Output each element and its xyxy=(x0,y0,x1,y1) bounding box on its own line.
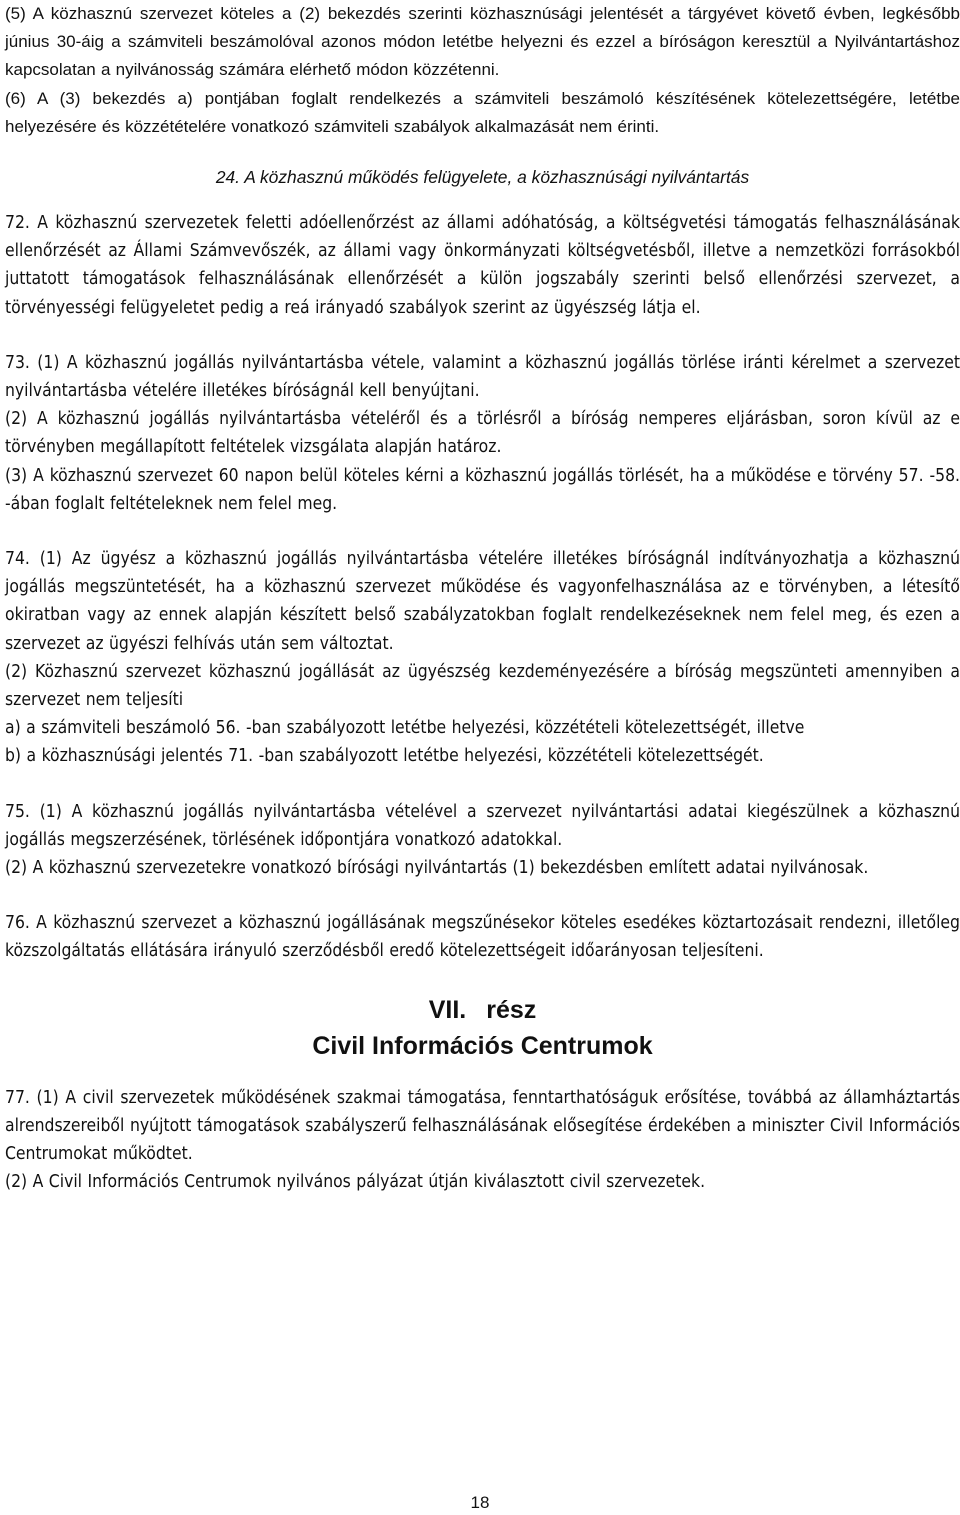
document-page xyxy=(5,0,960,1197)
paragraph-76: 76. A közhasznú szervezet a közhasznú jogállásának megszűnésekor köteles esedékes köztartozásait rendezni, illetőleg közszolgáltatás ellátására irányuló szerződésből eredő kötelezettségeit időarányosan teljesíteni. xyxy=(5,913,960,962)
part-label: VII. xyxy=(428,995,467,1024)
part-word: rész xyxy=(486,995,537,1024)
paragraph-75-2: (2) A közhasznú szervezetekre vonatkozó bírósági nyilvántartás (1) bekezdésben említett adatai nyilvánosak. xyxy=(5,858,869,879)
section-74 xyxy=(5,545,960,771)
paragraph-74-2a: a) a számviteli beszámoló 56. -ban szabályozott letétbe helyezési, közzétételi kötelezettségét, illetve xyxy=(5,718,805,739)
part-heading-block xyxy=(5,992,960,1064)
paragraph-75-1: 75. (1) A közhasznú jogállás nyilvántartásba vételével a szervezet nyilvántartási adatai kiegészülnek a közhasznú jogállás megszerzésének, törlésének időpontjára vonatkozó adatokkal. xyxy=(5,801,960,850)
paragraph-71-5: (5) A közhasznú szervezet köteles a (2) bekezdés szerinti közhasznúsági jelentését a tárgyévet követő évben, legkésőbb június 30-áig a számviteli beszámolóval azonos módon letétbe helyezni és ezzel a bíróságon keresztül a Nyilvántartáshoz kapcsolatan a nyilvánosság számára elérhető módon közzétenni. xyxy=(5,4,960,80)
section-gap xyxy=(5,771,960,798)
part-number-heading xyxy=(5,992,960,1028)
paragraph-73-1: 73. (1) A közhasznú jogállás nyilvántartásba vétele, valamint a közhasznú jogállás törlése iránti kérelmet a szervezet nyilvántartásba vételére illetékes bíróságnál kell benyújtani. xyxy=(5,352,960,402)
paragraph-71-6: (6) A (3) bekezdés a) pontjában foglalt rendelkezés a számviteli beszámoló készítésének kötelezettségére, letétbe helyezésére és közzétételére vonatkozó számviteli szabályok alkalmazását nem érinti. xyxy=(5,88,960,136)
section-72 xyxy=(5,209,960,322)
section-71-continuation xyxy=(5,0,960,141)
paragraph-72: 72. A közhasznú szervezetek feletti adóellenőrzést az állami adóhatóság, a költségvetési támogatás felhasználásának ellenőrzését az Állami Számvevőszék, az állami vagy önkormányzati költségvetésből, illetve a nemzetközi forrásokból juttatott támogatások felhasználásának ellenőrzését a külön jogszabály szerinti belső ellenőrzési szervezet, a törvényességi felügyeletet pedig a reá irányadó szabályok szerint az ügyészség látja el. xyxy=(5,213,960,318)
paragraph-73-2: (2) A közhasznú jogállás nyilvántartásba vételéről és a törlésről a bíróság nemperes eljárásban, soron kívül az e törvényben megállapított feltételek vizsgálata alapján határoz. xyxy=(5,409,960,458)
section-73 xyxy=(5,349,960,518)
section-76 xyxy=(5,909,960,965)
part-title: Civil Információs Centrumok xyxy=(312,1031,653,1060)
section-75 xyxy=(5,798,960,883)
section-gap xyxy=(5,322,960,349)
section-gap xyxy=(5,882,960,909)
paragraph-77-2: (2) A Civil Információs Centrumok nyilvános pályázat útján kiválasztott civil szervezetek. xyxy=(5,1172,706,1193)
section-gap xyxy=(5,518,960,545)
page-number: 18 xyxy=(470,1493,490,1512)
paragraph-77-1: 77. (1) A civil szervezetek működésének szakmai támogatása, fenntarthatóságuk erősítése, továbbá az államháztartás alrendszereiből nyújtott támogatások szabályszerű felhasználásának elősegítése érdekében a miniszter Civil Információs Centrumokat működtet. xyxy=(5,1087,960,1165)
paragraph-74-2b: b) a közhasznúsági jelentés 71. -ban szabályozott letétbe helyezési, közzétételi kötelezettségét. xyxy=(5,746,764,767)
chapter-heading-24: 24. A közhasznú működés felügyelete, a közhasznúsági nyilvántartás xyxy=(215,167,750,188)
paragraph-74-1: 74. (1) Az ügyész a közhasznú jogállás nyilvántartásba vételére illetékes bíróságnál indítványozhatja a közhasznú jogállás megszüntetését, ha a közhasznú szervezet működése és vagyonfelhasználása az e törvényben, a létesítő okiratban vagy az ennek alapján készített belső szabályzatokban foglalt rendelkezéseknek nem felel meg, és ezen a szervezet az ügyészi felhívás után sem változtat. xyxy=(5,549,960,654)
paragraph-74-2: (2) Közhasznú szervezet közhasznú jogállását az ügyészség kezdeményezésére a bíróság megszünteti amennyiben a szervezet nem teljesíti xyxy=(5,661,960,711)
section-77 xyxy=(5,1084,960,1197)
paragraph-73-3: (3) A közhasznú szervezet 60 napon belül köteles kérni a közhasznú jogállás törlését, ha a működése e törvény 57. -58. -ában foglalt feltételeknek nem felel meg. xyxy=(5,465,960,514)
